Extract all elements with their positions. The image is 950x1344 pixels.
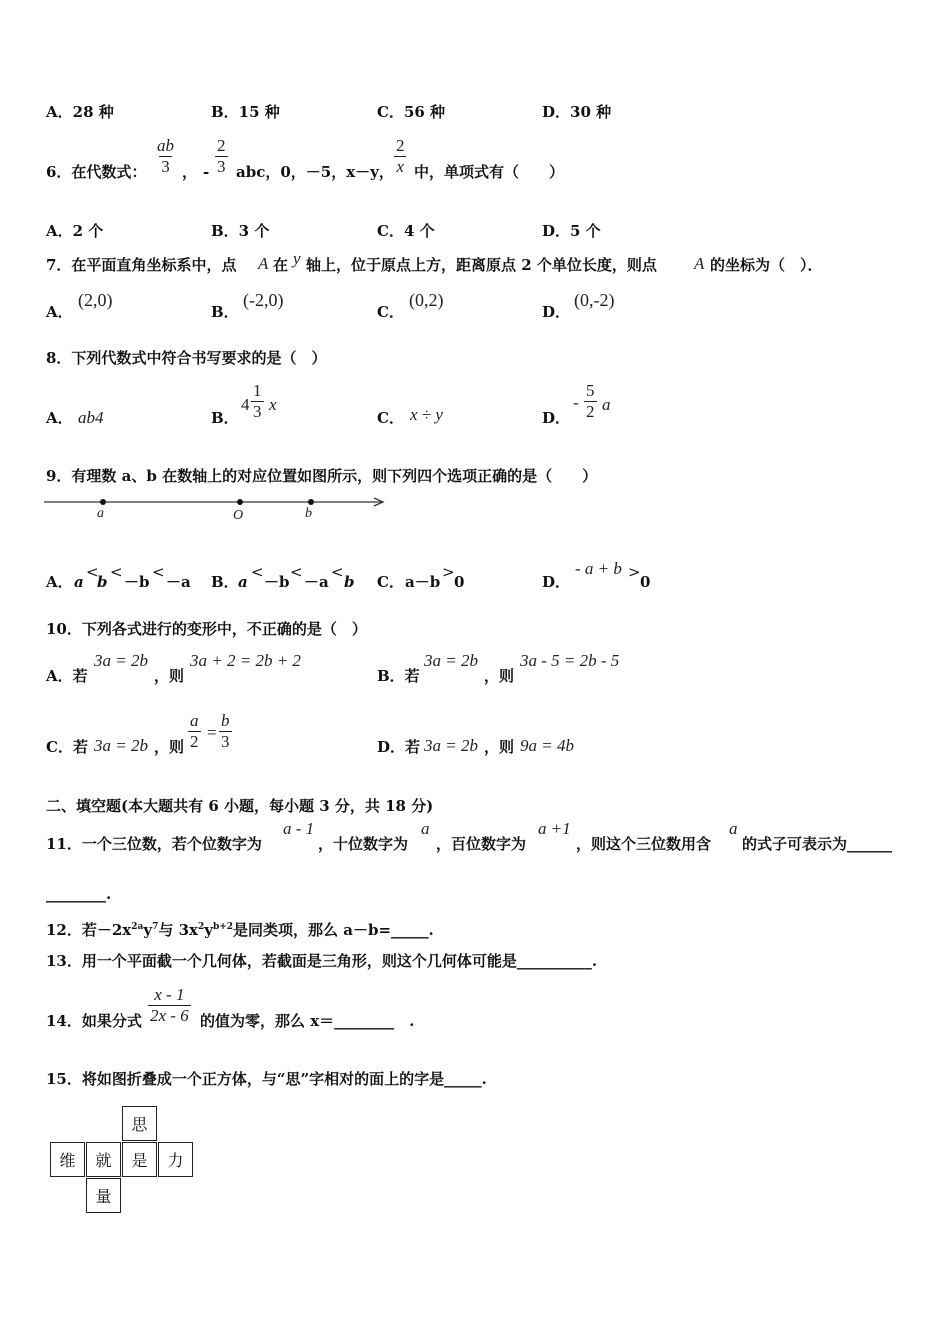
q6-suffix: 中，单项式有（ ） xyxy=(414,163,565,181)
cube-face-si: 思 xyxy=(122,1106,157,1141)
cube-face-liang: 量 xyxy=(86,1178,121,1213)
q12-sup: 2 xyxy=(197,922,205,932)
q10-option-c-fraction-2: $\frac{b}{3}$ xyxy=(221,711,230,751)
q14-fraction: $\frac{x - 1}{2x - 6}$ xyxy=(150,985,189,1025)
q14-text-2: 的值为零，那么 x＝________ . xyxy=(200,1012,415,1030)
cube-face-jiu: 就 xyxy=(86,1142,121,1177)
q9-a-part: b xyxy=(97,573,108,591)
q8-option-b-whole: 4 xyxy=(241,395,250,414)
q8-option-d-neg: - xyxy=(573,393,579,412)
q9-b-part: －a xyxy=(304,573,329,591)
q11-expr-2: a xyxy=(421,819,430,838)
q6-option-d: D．5 个 xyxy=(542,222,601,240)
q7-stem-4: 的坐标为（ ）． xyxy=(710,256,823,274)
q9-d-part: - a + b xyxy=(575,559,622,578)
q6-mid: abc，0，－5，x－y， xyxy=(236,163,394,181)
q6-neg-sign: - xyxy=(203,163,210,181)
q7-stem-2: 在 xyxy=(273,256,289,274)
q9-number-line xyxy=(44,494,389,524)
q10-option-d-cond: 3a = 2b xyxy=(424,736,478,755)
q9-a-part: －b xyxy=(124,573,150,591)
q10-option-c-label: C．若 xyxy=(46,738,88,756)
q10-option-d-res: 9a = 4b xyxy=(520,736,574,755)
q10-option-a-res: 3a + 2 = 2b + 2 xyxy=(190,651,301,670)
q10-option-a-label: A．若 xyxy=(46,667,88,685)
q9-a-part: a xyxy=(74,573,84,591)
q15-stem: 15．将如图折叠成一个正方体，与“思”字相对的面上的字是_____. xyxy=(46,1070,487,1088)
q10-option-c-eq: = xyxy=(207,723,217,742)
q9-a-part: < xyxy=(152,563,165,581)
q6-option-a: A．2 个 xyxy=(46,222,104,240)
q7-y-axis: y xyxy=(293,249,301,268)
q9-option-b-label: B． xyxy=(211,573,239,591)
q9-b-part: < xyxy=(331,563,344,581)
q11-text-1: 11．一个三位数，若个位数字为 xyxy=(46,835,262,853)
q9-d-part: 0 xyxy=(640,573,651,591)
q9-option-d-label: D． xyxy=(542,573,571,591)
q7-option-b-label: B． xyxy=(211,303,239,321)
q12-sup: 2a xyxy=(131,922,144,932)
q9-d-part: > xyxy=(628,563,641,581)
q7-point-a: A xyxy=(258,254,269,273)
q9-label-b: b xyxy=(305,506,312,521)
q11-text-3: ，百位数字为 xyxy=(436,835,527,853)
q6-option-b: B．3 个 xyxy=(211,222,270,240)
q12-sup: b+2 xyxy=(212,922,234,932)
q10-option-b-cond: 3a = 2b xyxy=(424,651,478,670)
q6-option-c: C．4 个 xyxy=(377,222,435,240)
q10-stem: 10．下列各式进行的变形中，不正确的是（ ） xyxy=(46,620,367,638)
q7-option-c-value: (0,2) xyxy=(409,290,444,310)
q10-option-b-label: B．若 xyxy=(377,667,420,685)
section-2-heading: 二、填空题(本大题共有 6 小题，每小题 3 分，共 18 分) xyxy=(46,797,434,815)
q8-option-b-fraction: $\frac{1}{3}$ xyxy=(253,381,262,421)
q9-c-part: > xyxy=(442,563,455,581)
cube-face-shi: 是 xyxy=(122,1142,157,1177)
q5-option-c: C．56 种 xyxy=(377,103,446,121)
q7-stem-3: 轴上，位于原点上方，距离原点 2 个单位长度，则点 xyxy=(306,256,657,274)
q6-fraction-1: $\frac{ab}{3}$ xyxy=(157,136,174,176)
q9-a-part: －a xyxy=(166,573,191,591)
q9-label-o: O xyxy=(233,508,244,523)
q7-option-a-value: (2,0) xyxy=(78,290,113,310)
q10-option-b-then: ，则 xyxy=(484,667,515,685)
q11-text-5: 的式子可表示为______ xyxy=(742,835,893,853)
q6-prefix: 6．在代数式： xyxy=(46,163,147,181)
q12-part: y xyxy=(143,921,153,939)
q10-option-d-label: D．若 xyxy=(377,738,421,756)
q11-expr-3: a +1 xyxy=(538,819,571,838)
q6-fraction-3: $\frac{2}{x}$ xyxy=(396,136,405,176)
q13-text: 13．用一个平面截一个几何体，若截面是三角形，则这个几何体可能是__________. xyxy=(46,952,598,970)
q9-option-c-label: C． xyxy=(377,573,404,591)
q5-option-d: D．30 种 xyxy=(542,103,612,121)
q12-text xyxy=(46,918,434,939)
q11-text-4: ，则这个三位数用含 xyxy=(576,835,712,853)
q9-a-part: < xyxy=(86,563,99,581)
q8-option-a-label: A． xyxy=(46,409,73,427)
q8-option-d-fraction: $\frac{5}{2}$ xyxy=(586,381,595,421)
q9-b-part: b xyxy=(344,573,355,591)
q10-option-c-fraction-1: $\frac{a}{2}$ xyxy=(190,711,199,751)
q9-option-a-label: A． xyxy=(46,573,73,591)
q9-c-part: a－b xyxy=(405,573,441,591)
q12-part: 与 3x xyxy=(158,921,198,939)
q11-expr-4: a xyxy=(729,819,738,838)
q8-option-c-label: C． xyxy=(377,409,404,427)
q7-option-c-label: C． xyxy=(377,303,404,321)
q11-text-line-2: ________. xyxy=(46,885,112,903)
q10-option-d-then: ，则 xyxy=(484,738,515,756)
q9-stem: 9．有理数 a、b 在数轴上的对应位置如图所示，则下列四个选项正确的是（ ） xyxy=(46,467,598,485)
q12-part: y xyxy=(204,921,213,939)
q10-option-c-then: ，则 xyxy=(154,738,185,756)
q12-part: 是同类项，那么 a－b=_____. xyxy=(233,921,434,939)
q8-option-d-var: a xyxy=(602,395,611,414)
q5-option-b: B．15 种 xyxy=(211,103,280,121)
q9-b-part: －b xyxy=(264,573,290,591)
q9-label-a: a xyxy=(97,506,104,521)
q7-point-a-2: A xyxy=(694,254,705,273)
q7-stem-1: 7．在平面直角坐标系中，点 xyxy=(46,256,237,274)
cube-face-wei: 维 xyxy=(50,1142,85,1177)
q14-text-1: 14．如果分式 xyxy=(46,1012,142,1030)
q7-option-d-value: (0,-2) xyxy=(574,290,615,310)
cube-face-li: 力 xyxy=(158,1142,193,1177)
q6-fraction-2: $\frac{2}{3}$ xyxy=(217,136,226,176)
q7-option-d-label: D． xyxy=(542,303,571,321)
q9-b-part: < xyxy=(290,563,303,581)
q9-b-part: < xyxy=(251,563,264,581)
q10-option-b-res: 3a - 5 = 2b - 5 xyxy=(520,651,620,670)
q10-option-c-cond: 3a = 2b xyxy=(94,736,148,755)
q12-sup: 7 xyxy=(152,922,159,932)
q10-option-a-then: ，则 xyxy=(154,667,185,685)
q8-option-b-label: B． xyxy=(211,409,239,427)
q8-option-b-var: x xyxy=(269,395,277,414)
q10-option-a-cond: 3a = 2b xyxy=(94,651,148,670)
q8-option-a-value: ab4 xyxy=(78,408,104,427)
q9-c-part: 0 xyxy=(454,573,465,591)
point-o-dot xyxy=(237,499,243,505)
q8-option-c-value: x ÷ y xyxy=(410,405,443,424)
q7-option-b-value: (-2,0) xyxy=(243,290,284,310)
q8-option-d-label: D． xyxy=(542,409,571,427)
q11-text-2: ，十位数字为 xyxy=(318,835,409,853)
q5-option-a: A．28 种 xyxy=(46,103,114,121)
q7-option-a-label: A． xyxy=(46,303,73,321)
q9-b-part: a xyxy=(238,573,248,591)
q12-part: 12．若－2x xyxy=(46,921,132,939)
q8-stem: 8．下列代数式中符合书写要求的是（ ） xyxy=(46,349,327,367)
q11-expr-1: a - 1 xyxy=(283,819,315,838)
q9-a-part: < xyxy=(110,563,123,581)
q6-comma: ， xyxy=(182,163,198,181)
